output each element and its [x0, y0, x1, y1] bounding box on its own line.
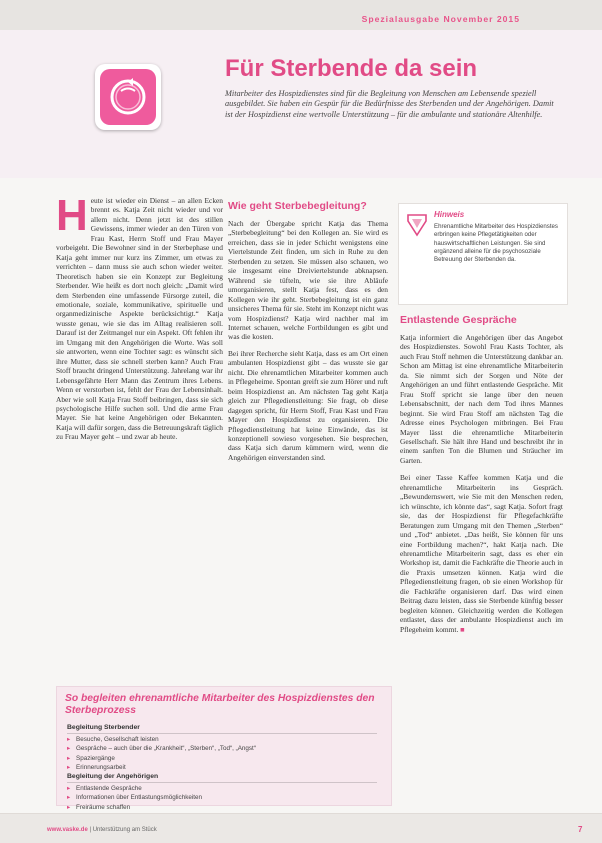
column-2	[228, 219, 388, 674]
column-3	[400, 333, 563, 803]
list-item: ▸ Besuche, Gesellschaft leisten	[67, 736, 159, 743]
hint-title: Hinweis	[434, 210, 465, 219]
list-item: ▸ Entlastende Gespräche	[67, 785, 142, 792]
triangle-bullet-icon: ▸	[67, 736, 71, 743]
group2-list	[67, 784, 202, 812]
heading-entlastende-gespraeche: Entlastende Gespräche	[400, 314, 517, 326]
group2-title: Begleitung der Angehörigen	[67, 773, 159, 780]
column-1-text: eute ist wieder ein Dienst – an allen Ecken brennt es. Katja Zeit nicht wieder und vor allem nicht. Denn jetzt ist des stillen Gewissens, immer wieder an den Türen von Frau Kast, Herrn Stoff und Frau Mayer vorbeigeht. Die Bewohner sind in der Sterbephase und Katja geht immer nur kurz ins Zimmer, um etwas zu verrichten – dann muss sie auch schon wieder weiter. Theoretisch haben sie ein Konzept zur Begleitung Sterbender. Wie heißt es dort noch gleich: „Damit wird dem Sterbenden eine umfassende Fürsorge zuteil, die emotionale, soziale, kommunikative, spirituelle und organmedizinische Aspekte berücksichtigt.“ Katja wusste genau, wie sie das im Alltag realisieren soll. Darauf ist der Zeitmangel nur ein Aspekt. Oft fehlen ihr im Umgang mit den Angehörigen die Worte. Was soll sie antworten, wenn eine Tochter sagt: es wünscht sich ihre Mutter, dass sie schnell sterben kann? Auch Frau Stoff braucht dringend Unterstützung. Jahrelang war ihr Lebensgefährte Herr Mann das Zentrum ihres Lebens. Wenn er verstorben ist, fehlt der Frau der Lebensinhalt. Aber wie soll Katja Frau Stoff beibringen, dass sie sich psychologische Hilfe suchen soll. Und die arme Frau Mayer. Sie hat keine Angehörigen oder Bekannten. Katja will dafür sorgen, dass die Betreuungskraft täglich zu Frau Mayer geht – und zwar ab heute.	[56, 196, 223, 442]
triangle-bullet-icon: ▸	[67, 785, 71, 792]
triangle-bullet-icon: ▸	[67, 754, 71, 762]
column-3-paragraph-2-text: Bei einer Tasse Kaffee kommen Katja und die ehrenamtliche Mitarbeiterin ins Gespräch. „Bewundernswert, wie Sie mit den Menschen reden, ich wünschte, ich könnte das“, sagt Katja. Sofort fragt sie, das der Hospizdienst für Pflegefachkräfte Beratungen zum Umgang mit den Themen „Sterben“ und „Tod“ anbietet. „Das heißt, Sie können für uns eine Fortbildung machen?“, hakt Katja nach. Die ehrenamtliche Mitarbeiterin sagt, dass es eher ein Workshop ist, damit die Fachkräfte die Theorie auch in die Praxis umsetzen können. Katja wird die Pflegedienstleitung fragen, ob sie einen Workshop für die Fachkräfte organisieren darf. Das wird einen Beitrag dazu leisten, dass sie Sterbende künftig besser begleiten können. Gleichzeitig werden die Kollegen entlastet, dass der ambulante Hospizdienst auch im Pflegeheim kommt.	[400, 473, 563, 634]
article-lead: Mitarbeiter des Hospizdienstes sind für die Begleitung von Menschen am Lebensende speziell ausgebildet. Sie haben ein Gespür für die Bedürfnisse des Sterbenden und der Angehörigen. Damit ist der Hospizdienst eine wertvolle Unterstützung – für die ambulante und stationäre Altenhilfe.	[225, 89, 554, 119]
column-2-paragraph-2: Bei ihrer Recherche sieht Katja, dass es am Ort einen ambulanten Hospizdienst gibt – das wusste sie gar nicht. Die ehrenamtlichen Mitarbeiter kommen auch in Pflegeheime. Spontan greift sie zum Hörer und ruft beim Hospizdienst an. Am nächsten Tag geht Katja gleich zur Pflegedienstleitung: Sie fragt, ob diese dagegen spricht, für Herrn Stoff, Frau Kast und Frau Mayer den Hospizdienst zu organisieren. Die Pflegedienstleitung hat keine Einwände, das ist konzeptionell sowieso vorgesehen. Sie besprechen, dass Katja sich darum kümmern wird, wenn die Angehörigen einverstanden sind.	[228, 348, 388, 462]
list-item: ▸ Informationen über Entlastungsmöglichkeiten	[67, 794, 203, 802]
column-2-paragraph-1: Nach der Übergabe spricht Katja das Thema „Sterbebegleitung“ bei den Kollegen an. Sie wird es erreichen, dass sie in jeder Schicht wenigstens eine Viertelstunde Zeit finden, um sich in Ruhe zu den Sterbenden zu setzen. Sie müssen also schauen, wo sie insgesamt eine Dreiviertelstunde abknapsen. Während sie tüfteln, wie sie ihre Abläufe umorganisieren, stellt Katja fest, dass es den Kollegen wie ihr geht. Sterbebegleitung ist ein ganz unsicheres Thema für sie. Steht im Konzept nicht was vom Hospizdienst? Katja wird nachher mal im Internet schauen, welche Fortbildungen es gibt und was die kosten.	[228, 219, 388, 342]
triangle-bullet-icon: ▸	[67, 803, 71, 811]
logo-card	[95, 64, 161, 130]
column-1	[56, 191, 223, 676]
edition-label: Spezialausgabe November 2015	[361, 14, 520, 24]
column-3-paragraph-1: Katja informiert die Angehörigen über das Angebot des Hospizdienstes. Sowohl Frau Kasts Tochter, als auch Frau Stoff nehmen die Unterstützung dankbar an. Schon am Mittag ist eine ehrenamtliche Mitarbeiterin da. Sie nimmt sich der Sorgen und Nöte der Angehörigen an und führt entlastende Gespräche. Mit Frau Stoff spricht sie lange über den neuen Lebensabschnitt, der nach dem Tod ihres Mannes beginnt. Sie wird Frau Stoff am nächsten Tag die Adresse eines Psychologen mitbringen. Bei Frau Mayer lässt die ehrenamtliche Mitarbeiterin Gesellschaft. Sie hält ihre Hand und beschreibt ihr in einem sanften Ton die Blumen und Sträucher im Garten.	[400, 333, 563, 465]
triangle-bullet-icon: ▸	[67, 764, 71, 772]
list-item: ▸ Erinnerungsarbeit	[67, 764, 126, 772]
list-item: ▸ Spaziergänge	[67, 754, 115, 762]
column-3-paragraph-2	[400, 473, 563, 634]
page-footer	[0, 813, 602, 843]
hint-box	[398, 203, 568, 305]
footer-url[interactable]: www.vaske.de | Unterstützung am Stück	[47, 827, 157, 833]
triangle-bullet-icon: ▸	[67, 794, 71, 802]
end-square-icon: ■	[460, 624, 465, 634]
hint-text: Ehrenamtliche Mitarbeiter des Hospizdienstes erbringen keine Pflegetätigkeiten oder hauswirtschaftlichen Leistungen. Sie sind ergänzend alleine für die psychosoziale Betreuung der Sterbenden da.	[434, 223, 558, 264]
circular-arrow-icon	[100, 69, 156, 125]
top-band	[0, 0, 602, 31]
page-number: 7	[578, 825, 583, 834]
info-box-title: So begleiten ehrenamtliche Mitarbeiter des Hospizdienstes den Sterbeprozess	[65, 693, 375, 716]
divider	[67, 782, 377, 783]
article-title: Für Sterbende da sein	[225, 55, 478, 82]
logo-tile	[100, 69, 156, 125]
list-item: ▸ Gespräche – auch über die „Krankheit“, „Sterben“, „Tod“, „Angst“	[67, 745, 256, 753]
group1-title: Begleitung Sterbender	[67, 724, 140, 731]
list-item: ▸ Freiräume schaffen	[67, 803, 131, 811]
pointer-arrow-icon	[405, 212, 429, 238]
divider	[67, 733, 377, 734]
info-box	[56, 686, 392, 811]
heading-sterbebegleitung: Wie geht Sterbebegleitung?	[228, 200, 367, 212]
group1-list	[67, 735, 256, 773]
drop-cap: H	[56, 191, 88, 240]
triangle-bullet-icon: ▸	[67, 745, 71, 753]
